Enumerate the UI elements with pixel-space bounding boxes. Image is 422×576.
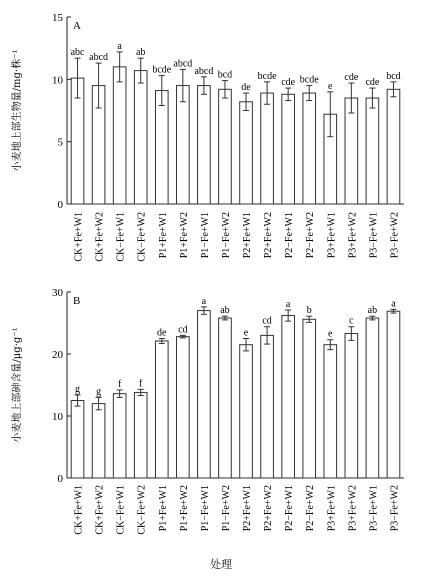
x-tick-label: P2+Fe+W1 [242, 485, 254, 532]
bar [303, 93, 316, 204]
bar [155, 91, 168, 204]
y-tick-label: 0 [57, 199, 63, 211]
x-tick-label: P2+Fe+W1 [242, 212, 254, 259]
significance-label: ab [367, 305, 378, 317]
significance-label: e [328, 80, 333, 92]
y-tick-label: 0 [57, 473, 63, 485]
bar [282, 316, 295, 478]
significance-label: de [157, 327, 167, 339]
significance-label: abc [70, 47, 85, 59]
significance-label: bcde [152, 64, 172, 76]
bar [219, 318, 232, 478]
x-tick-label: P2−Fe+W1 [284, 212, 296, 259]
x-axis-title: 处理 [210, 558, 232, 571]
x-tick-label: CK−Fe+W2 [136, 485, 148, 535]
chart-panel-a [10, 12, 404, 262]
bar [113, 67, 126, 204]
significance-label: c [349, 315, 354, 327]
x-tick-label: P1−Fe+W2 [220, 485, 232, 532]
bar [71, 401, 84, 479]
bar [240, 345, 253, 478]
significance-label: g [75, 383, 81, 395]
significance-label: f [117, 378, 122, 390]
significance-label: a [117, 40, 122, 52]
x-tick-label: P1+Fe+W1 [157, 485, 169, 532]
panel-label: A [73, 20, 81, 32]
x-tick-label: P1+Fe+W2 [178, 485, 190, 532]
bar [198, 86, 211, 204]
x-tick-label: P2+Fe+W2 [263, 485, 275, 532]
x-tick-label: P1+Fe+W2 [178, 212, 190, 259]
significance-label: bcd [386, 70, 401, 82]
y-tick-label: 30 [52, 287, 63, 299]
significance-label: cde [281, 77, 296, 89]
significance-label: a [201, 295, 207, 307]
bar [387, 311, 400, 478]
x-tick-label: P3+Fe+W2 [347, 485, 359, 532]
bar [177, 337, 190, 478]
bar [282, 94, 295, 204]
significance-label: a [391, 298, 396, 310]
x-tick-label: P1−Fe+W1 [199, 485, 211, 532]
panel-label: B [73, 295, 81, 307]
significance-label: cde [365, 77, 380, 89]
x-tick-label: P3−Fe+W1 [368, 485, 380, 532]
significance-label: b [306, 305, 312, 317]
x-tick-label: P3−Fe+W2 [389, 485, 401, 532]
bar [113, 394, 126, 478]
significance-label: g [96, 386, 102, 398]
significance-label: a [285, 298, 291, 310]
significance-label: cde [344, 72, 359, 84]
bar [134, 71, 147, 204]
y-tick-label: 10 [52, 411, 63, 423]
bar [387, 89, 400, 204]
x-tick-label: P1+Fe+W1 [157, 212, 169, 259]
x-tick-label: P2+Fe+W2 [263, 212, 275, 259]
x-tick-label: P2−Fe+W1 [284, 485, 296, 532]
y-tick-label: 10 [52, 74, 63, 87]
bar [155, 341, 168, 478]
y-tick-label: 15 [52, 12, 63, 24]
x-tick-label: CK−Fe+W2 [136, 212, 148, 262]
bar [366, 98, 379, 204]
significance-label: f [139, 378, 143, 390]
bar [219, 89, 232, 204]
significance-label: ab [135, 47, 146, 59]
y-tick-label: 20 [52, 349, 63, 361]
x-tick-label: P3+Fe+W1 [326, 485, 338, 532]
y-axis-label: 小麦地上部生物量/mg·株⁻¹ [12, 49, 23, 172]
significance-label: cd [262, 315, 272, 327]
x-tick-label: CK−Fe+W1 [115, 485, 127, 535]
bar [345, 98, 358, 204]
y-axis-label: 小麦地上部砷含量/μg·g⁻¹ [12, 327, 23, 443]
significance-label: bcd [217, 69, 233, 81]
significance-label: cd [178, 324, 188, 336]
bar [345, 334, 358, 478]
bar [134, 392, 147, 478]
significance-label: e [328, 328, 333, 340]
chart-panel-b [10, 287, 404, 535]
x-tick-label: CK+Fe+W2 [94, 485, 106, 535]
x-tick-label: P3+Fe+W1 [326, 212, 338, 259]
significance-label: de [241, 82, 251, 94]
bar [261, 335, 274, 478]
bar [324, 345, 337, 478]
bar [177, 86, 190, 204]
bar [303, 319, 316, 478]
bar [92, 404, 105, 478]
significance-label: abcd [173, 58, 193, 70]
significance-label: abcd [194, 65, 214, 77]
x-tick-label: P3+Fe+W2 [347, 212, 359, 259]
bar [261, 93, 274, 204]
significance-label: ab [220, 305, 230, 317]
significance-label: e [243, 327, 249, 339]
x-tick-label: CK+Fe+W2 [94, 212, 106, 262]
x-tick-label: CK−Fe+W1 [115, 212, 127, 262]
x-tick-label: P2−Fe+W2 [305, 485, 317, 532]
x-tick-label: P1−Fe+W2 [220, 212, 232, 259]
x-tick-label: P3−Fe+W2 [389, 212, 401, 259]
x-tick-label: P2−Fe+W2 [305, 212, 317, 259]
x-tick-label: P1−Fe+W1 [199, 212, 211, 259]
x-tick-label: P3−Fe+W1 [368, 212, 380, 259]
bar [240, 102, 253, 204]
significance-label: abcd [89, 52, 109, 64]
x-tick-label: CK+Fe+W1 [73, 485, 85, 535]
significance-label: bcde [299, 74, 319, 86]
bar [366, 318, 379, 478]
y-tick-label: 5 [57, 136, 63, 149]
bar [198, 311, 211, 478]
significance-label: bcde [257, 70, 277, 82]
x-tick-label: CK+Fe+W1 [73, 212, 85, 262]
